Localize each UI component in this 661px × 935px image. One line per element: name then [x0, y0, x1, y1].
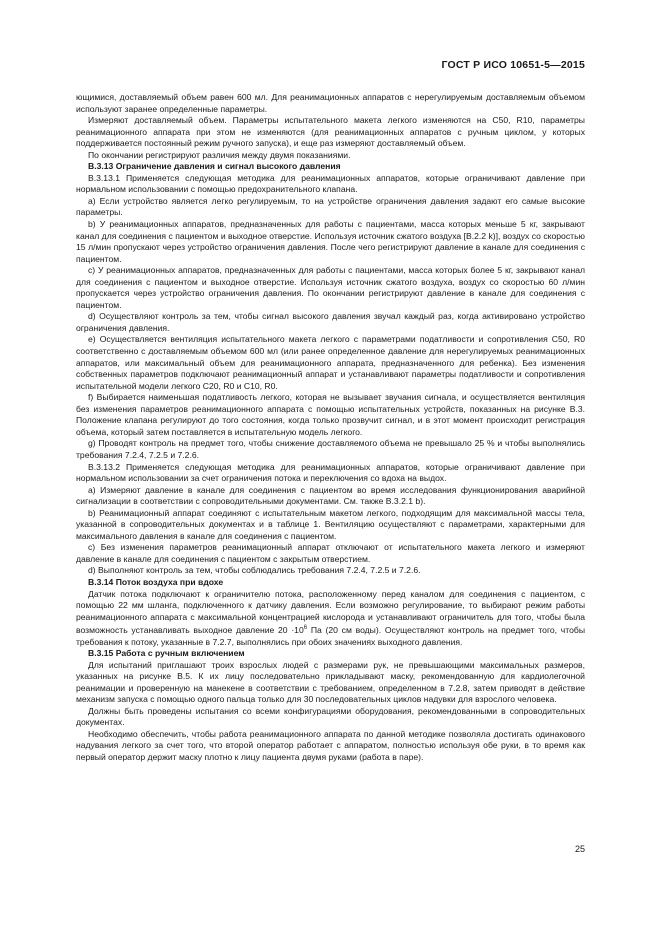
- list-item: с) У реанимационных аппаратов, предназначенных для работы с пациентами, масса которых более 5 кг, закрывают канал для соединения с пациентом и выходное отверстие. Используя источник сжатого воздуха, воздух со скоростью 60 л/мин пропускается через устройство ограничения давления. По окончании регистрируют давление в канале для соединения с пациентом.: [76, 265, 585, 310]
- list-item: а) Измеряют давление в канале для соединения с пациентом во время исследования функционирования аварийной сигнализации в соответствии с сопроводительными документами. См. также В.3.2.1 b).: [76, 484, 585, 507]
- paragraph: [76, 589, 585, 649]
- paragraph: Измеряют доставляемый объем. Параметры испытательного макета легкого изменяются на С50, R10, параметры реанимационного аппарата при этом не изменяются (для реанимационных аппаратов с ручным циклом, у которых поддерживается постоянный режим ручного запуска), и еще раз измеряют доставляемый объем.: [76, 115, 585, 149]
- document-body: [76, 92, 585, 764]
- section-heading-b315: В.3.15 Работа с ручным включением: [88, 648, 245, 659]
- list-item: f) Выбирается наименьшая податливость легкого, которая не вызывает звучания сигнала, и осуществляется вентиляция без изменения параметров реанимационного аппарата с помощью испытательных устройств, показанных на рисунке В.3. Положение клапана регулируют до того состояния, когда только прозвучит сигнал, и в этот момент происходит регистрация объема, который затем поставляется в испытательную модель легкого.: [76, 392, 585, 437]
- superscript: 6: [303, 625, 308, 632]
- page-number: 25: [574, 844, 585, 854]
- list-item: d) Выполняют контроль за тем, чтобы соблюдались требования 7.2.4, 7.2.5 и 7.2.6.: [88, 565, 421, 576]
- paragraph: Должны быть проведены испытания со всеми конфигурациями оборудования, рекомендованными в сопроводительных документах.: [76, 705, 585, 728]
- section-heading-b314: В.3.14 Поток воздуха при вдохе: [88, 576, 224, 587]
- list-item: а) Если устройство является легко регулируемым, то на устройстве ограничения давления задают его самые высокие параметры.: [76, 195, 585, 218]
- list-item: d) Осуществляют контроль за тем, чтобы сигнал высокого давления звучал каждый раз, когда активировано устройство ограничения давления.: [76, 311, 585, 333]
- section-heading-b313: В.3.13 Ограничение давления и сигнал высокого давления: [88, 161, 341, 172]
- paragraph: Необходимо обеспечить, чтобы работа реанимационного аппарата по данной методике позволяла достигать одинакового надувания легкого за счет того, что второй оператор работает с аппаратом, полностью используя обе руки, в то время как первый оператор держит маску плотно к лицу пациента двумя руками (работа в паре).: [76, 728, 585, 763]
- list-item: с) Без изменения параметров реанимационный аппарат отключают от испытательного макета легкого и измеряют давление в канале для соединения с пациентом с закрытым отверстием.: [76, 542, 585, 564]
- paragraph-text: Датчик потока подключают к ограничителю потока, расположенному перед каналом для соединения с пациентом, с помощью 22 мм шланга, подключенного к датчику давления. Если возможно регулирование, то выбирают режим работы реанимационного аппарата с максимальной концентрацией кислорода и устанавливают ограничитель для того, чтобы была возможность устанавливать выходное давление 20 ·10: [76, 588, 585, 636]
- paragraph: В.3.13.1 Применяется следующая методика для реанимационных аппаратов, которые ограничивают давление при нормальном использовании с помощью предохранительного клапана.: [76, 172, 585, 195]
- document-header: ГОСТ Р ИСО 10651-5—2015: [441, 59, 585, 71]
- list-item: b) У реанимационных аппаратов, предназначенных для работы с пациентами, масса которых меньше 5 кг, закрывают канал для соединения с пациентом и выходное отверстие. Используя источник сжатого воздуха [В.2.2 k)], воздух со скоростью 15 л/мин пропускают через устройство ограничения давления. После чего регистрируют давление в канале для соединения с пациентом.: [76, 219, 585, 264]
- paragraph: По окончании регистрируют различия между двумя показаниями.: [88, 149, 351, 160]
- list-item: е) Осуществляется вентиляция испытательного макета легкого с параметрами податливости и сопротивления С50, R0 соответственно с доставляемым объемом 600 мл (или ранее определенное давление для нерегулируемых реанимационных аппаратов, или максимальный объем для реанимационного аппарата, предназначенного для ребенка). Без изменения собственных параметров подключают реанимационный аппарат и устанавливают параметры податливости и сопротивления испытательной модели легкого С20, R0 и С10, R0.: [76, 334, 585, 391]
- list-item: b) Реанимационный аппарат соединяют с испытательным макетом легкого, подходящим для максимальной массы тела, указанной в сопроводительных документах и в таблице 1. Вентиляцию осуществляют с параметрами, характерными для максимального давления в канале для соединения с пациентом.: [76, 507, 585, 541]
- paragraph: ющимися, доставляемый объем равен 600 мл. Для реанимационных аппаратов с нерегулируемым доставляемым объемом используют заранее определенные параметры.: [76, 92, 585, 114]
- paragraph: В.3.13.2 Применяется следующая методика для реанимационных аппаратов, которые ограничивают давление при нормальном использовании за счет ограничения потока и переключения со вдоха на выдох.: [76, 461, 585, 484]
- list-item: g) Проводят контроль на предмет того, чтобы снижение доставляемого объема не превышало 25 % и чтобы выполнялись требования 7.2.4, 7.2.5 и 7.2.6.: [76, 438, 585, 460]
- paragraph: Для испытаний приглашают троих взрослых людей с размерами рук, не превышающими максимальных размеров, указанных на рисунке В.5. К их лицу последовательно прикладывают маску, рекомендованную для кардиолегочной реанимации и проверенную на манекене в соответствии с требованием, определенном в 7.2.8, затем приводят в действие механизм запуска с помощью одного пальца только для 30 последовательных циклов надувки для взрослого человека.: [76, 659, 585, 705]
- paragraph-text: Па (20 см воды). Осуществляют контроль на предмет того, чтобы требования к потоку, указанные в 7.2.7, выполнялись при обоих значениях выходного давления.: [76, 625, 585, 647]
